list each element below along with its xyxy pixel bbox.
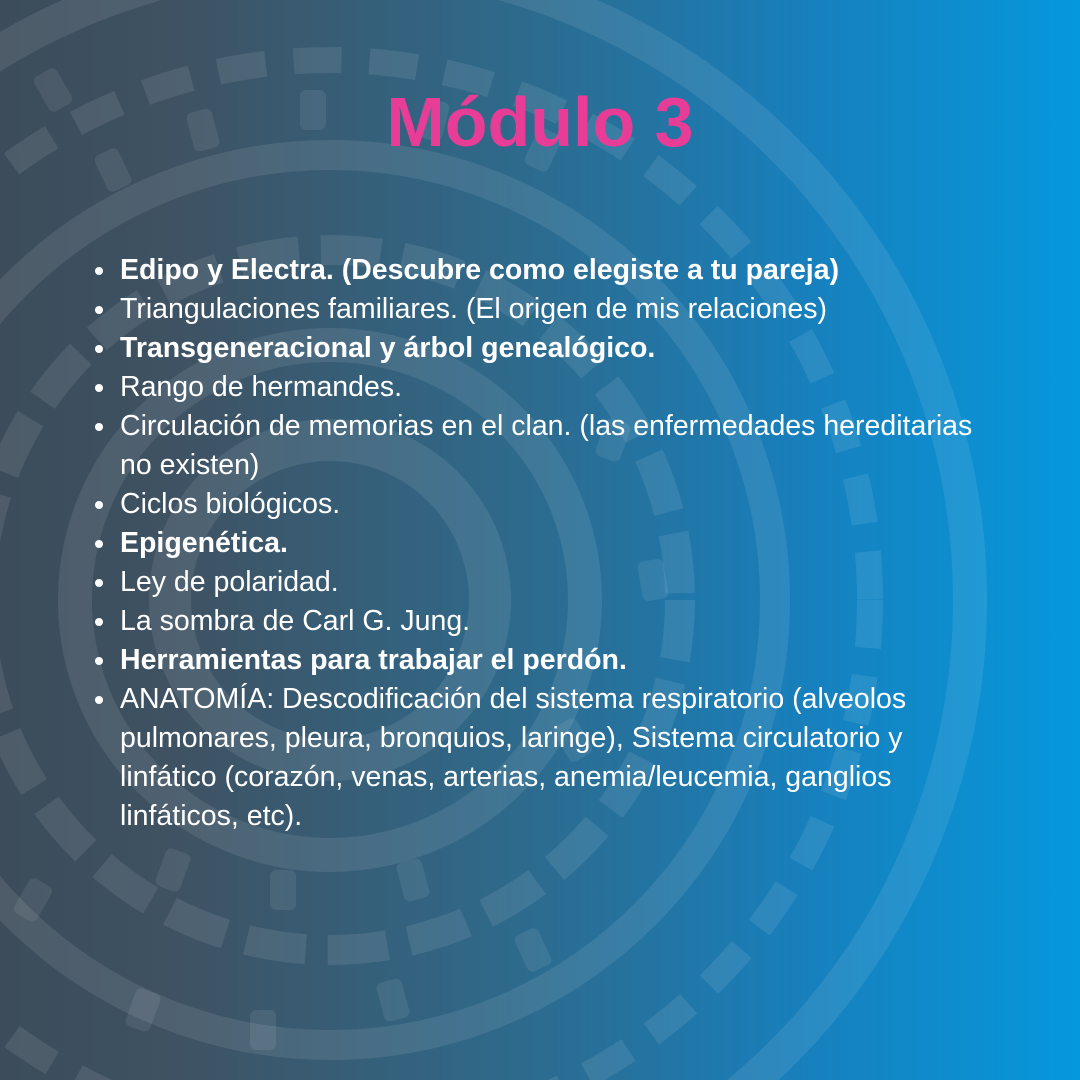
list-item: Ciclos biológicos. bbox=[120, 485, 1000, 524]
list-item: Herramientas para trabajar el perdón. bbox=[120, 641, 1000, 680]
page-title: Módulo 3 bbox=[386, 83, 694, 161]
list-item: ANATOMÍA: Descodificación del sistema respiratorio (alveolos pulmonares, pleura, bronquios, laringe), Sistema circulatorio y linfático (corazón, venas, arterias, anemia/leucemia, ganglios linfáticos, etc). bbox=[120, 680, 1000, 836]
list-item: Triangulaciones familiares. (El origen de mis relaciones) bbox=[120, 290, 1000, 329]
list-item: Rango de hermandes. bbox=[120, 368, 1000, 407]
list-item: Circulación de memorias en el clan. (las enfermedades hereditarias no existen) bbox=[120, 407, 1000, 485]
list-item: Ley de polaridad. bbox=[120, 563, 1000, 602]
list-item: Epigenética. bbox=[120, 524, 1000, 563]
list-item: Edipo y Electra. (Descubre como elegiste a tu pareja) bbox=[120, 251, 1000, 290]
list-item: La sombra de Carl G. Jung. bbox=[120, 602, 1000, 641]
list-item: Transgeneracional y árbol genealógico. bbox=[120, 329, 1000, 368]
topic-list bbox=[120, 251, 1000, 836]
